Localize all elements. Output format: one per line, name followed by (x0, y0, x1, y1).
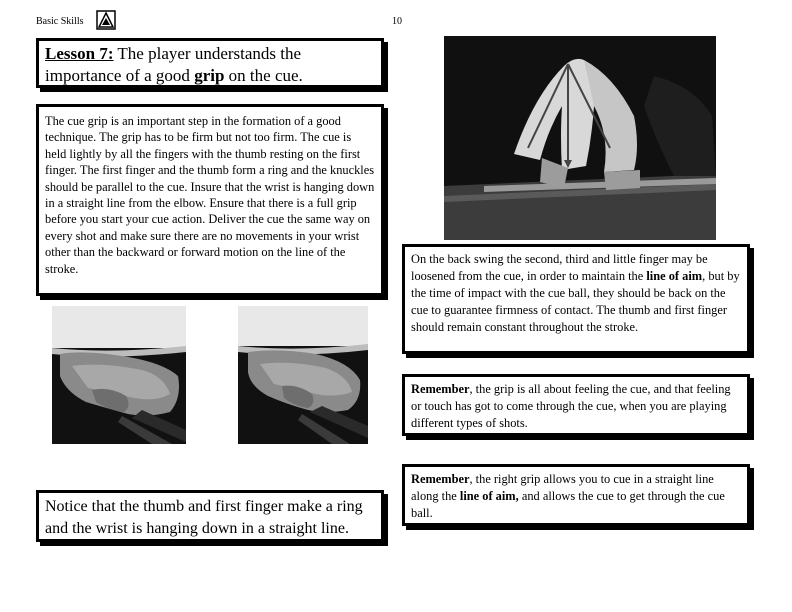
grip-description: The cue grip is an important step in the formation of a good technique. The grip has to be firm but not too firm. The cue is held lightly by all the fingers with the thumb resting on the first finger. The first finger and the thumb form a ring and the knuckles should be parallel to the cue. Insure that the wrist is hanging down in a straight line from the elbow. Ensure that there is a full grip before you start your cue action. Deliver the cue the same way on every shot and make sure there are no movements in your wrist other than the backward or forward motion on the line of the stroke. (36, 104, 384, 296)
grip-photo-front (52, 306, 186, 444)
back-swing-text: On the back swing the second, third and little finger may be loosened from the cue, in order to maintain the (411, 252, 708, 283)
lesson-tag: Lesson 7: (45, 44, 114, 63)
page-number: 10 (392, 16, 402, 27)
lesson-title-box (36, 38, 384, 88)
grip-caption: Notice that the thumb and first finger make a ring and the wrist is hanging down in a straight line. (36, 490, 384, 542)
lesson-bold: grip (194, 66, 225, 85)
line-of-aim-bold: line of aim, (459, 489, 519, 503)
remember-text: , the right grip allows you to cue in a straight line along the (411, 472, 714, 503)
remember-text: , the grip is all about feeling the cue, and that feeling or touch has got to come through the cue, when you are playing different types of shots. (411, 382, 731, 430)
back-swing-text-end: , but by the time of impact with the cue ball, they should be back on the cue to guarantee firmness of contact. The thumb and first finger should remain constant throughout the stroke. (411, 269, 740, 334)
lesson-text: The player understands the importance of a good (45, 44, 302, 85)
section-title: Basic Skills (36, 16, 84, 27)
arm-stroke-photo (444, 36, 716, 240)
remember-label: Remember (411, 382, 470, 396)
remember-label: Remember (411, 472, 470, 486)
back-swing-box (402, 244, 750, 354)
remember-box-2 (402, 464, 750, 526)
triangle-badge-icon (96, 10, 116, 30)
remember-text-end: and allows the cue to get through the cue ball. (411, 489, 725, 520)
line-of-aim-bold: line of aim (646, 269, 703, 283)
grip-photo-side (238, 306, 368, 444)
remember-box-1 (402, 374, 750, 436)
lesson-text-end: on the cue. (224, 66, 303, 85)
